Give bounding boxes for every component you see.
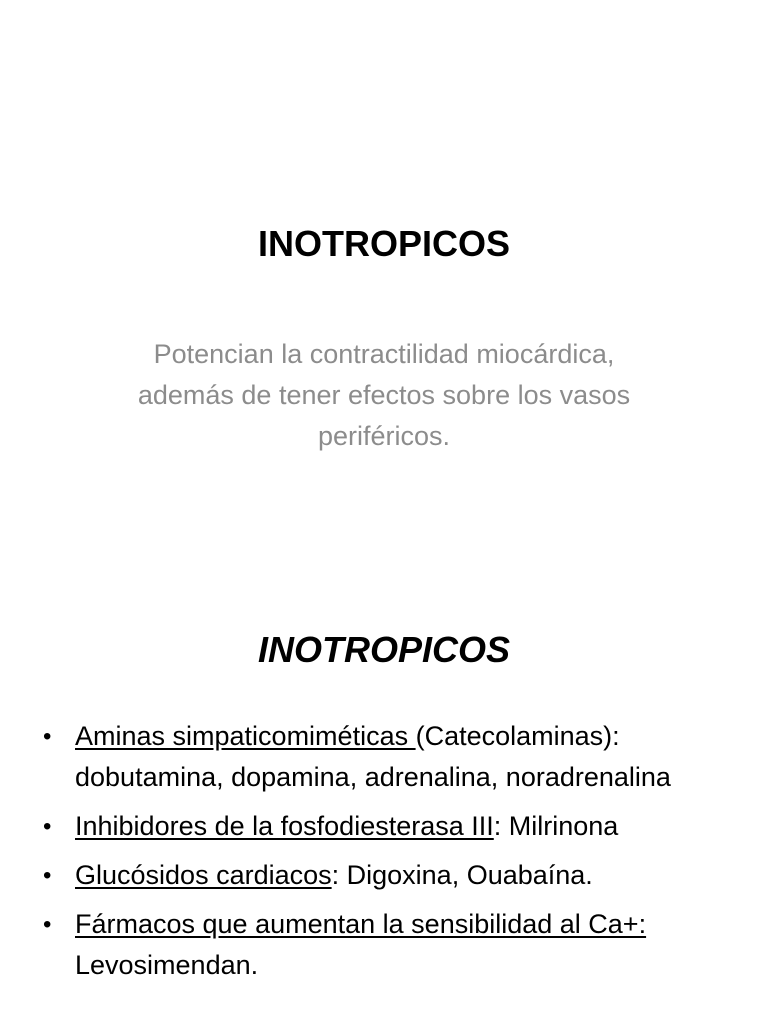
bullet-item-farmacos [40, 904, 740, 986]
bullet-term: Fármacos que aumentan la sensibilidad al Ca+: [75, 909, 647, 939]
bullet-dot: • [43, 862, 52, 889]
bullet-text: (Catecolaminas): dobutamina, dopamina, adrenalina, noradrenalina [75, 721, 671, 792]
bullet-term: Aminas simpaticomiméticas [75, 721, 416, 751]
bullet-item-inhibidores [40, 806, 740, 847]
bullet-list [40, 716, 740, 994]
bullet-text: : Milrinona [493, 811, 619, 841]
bullet-text: Levosimendan. [75, 950, 259, 980]
bullet-dot: • [43, 813, 52, 840]
slide-2-title: INOTROPICOS [257, 629, 511, 670]
bullet-dot: • [43, 723, 52, 750]
bullet-term: Inhibidores de la fosfodiesterasa III [75, 811, 494, 841]
bullet-item-glucosidos [40, 855, 740, 896]
slide-1-title: INOTROPICOS [257, 223, 511, 264]
bullet-item-aminas [40, 716, 740, 798]
slide-1-subtitle: Potencian la contractilidad miocárdica, además de tener efectos sobre los vasos periféricos. [137, 339, 631, 451]
slide-2 [0, 560, 768, 1024]
bullet-dot: • [43, 911, 52, 938]
bullet-term: Glucósidos cardiacos [75, 860, 332, 890]
bullet-text: : Digoxina, Ouabaína. [331, 860, 593, 890]
